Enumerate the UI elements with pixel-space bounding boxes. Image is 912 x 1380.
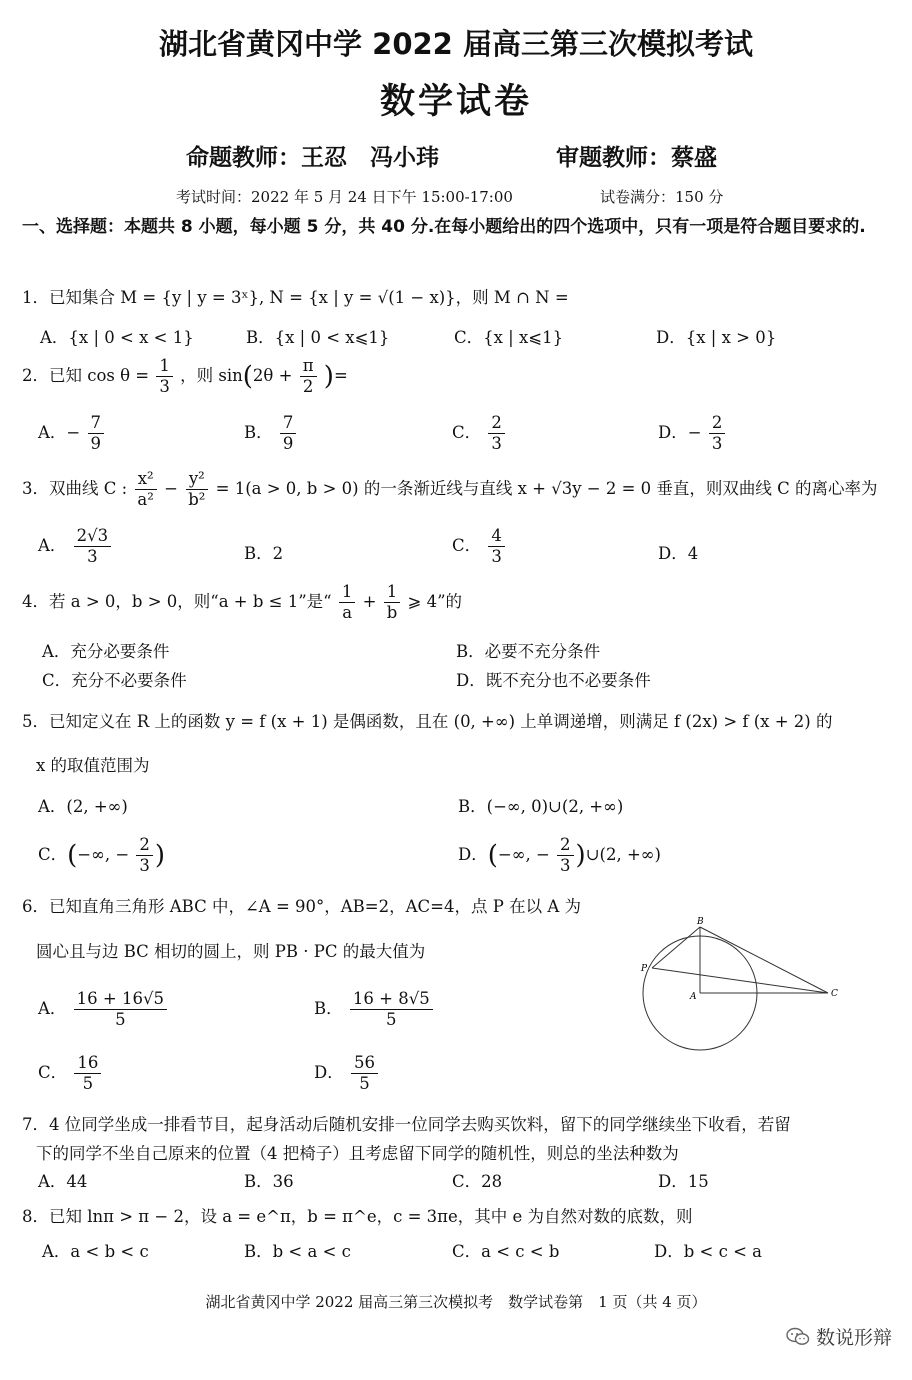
q6-stem-line1: 6．已知直角三角形 ABC 中，∠A = 90°，AB=2，AC=4，点 P 在以 A 为 — [22, 897, 581, 916]
wechat-icon — [786, 1327, 810, 1347]
q4-option-b: B．必要不充分条件 — [456, 642, 601, 661]
q2-option-b: B． $\frac{7}{9}$ — [244, 414, 298, 453]
exam-time: 考试时间：2022 年 5 月 24 日下午 15:00-17:00 — [176, 188, 513, 206]
q7-option-a: A．44 — [38, 1172, 88, 1191]
q3-option-b: B．2 — [244, 544, 284, 563]
label-c: C — [831, 989, 838, 999]
q5-option-d: D．(−∞, − $\frac{2}{3}$ )∪(2, +∞) — [458, 835, 661, 876]
author-line: 命题教师：王忍 冯小玮 — [186, 145, 439, 171]
q7-stem-line2: 下的同学不坐自己原来的位置（4 把椅子）且考虑留下同学的随机性，则总的坐法种数为 — [36, 1144, 679, 1163]
q3-option-c: C． $\frac{4}{3}$ — [452, 527, 507, 566]
q5-option-c: C．(−∞, − $\frac{2}{3}$ ) — [38, 835, 166, 876]
q6-geometry-figure — [630, 915, 850, 1075]
q4-option-d: D．既不充分也不必要条件 — [456, 671, 651, 690]
q4-option-a: A．充分必要条件 — [42, 642, 170, 661]
label-p: P — [641, 964, 648, 974]
q8-stem: 8．已知 lnπ > π − 2，设 a = e^π，b = π^e，c = 3πe，其中 e 为自然对数的底数，则 — [22, 1207, 693, 1226]
q6-stem-line2: 圆心且与边 BC 相切的圆上，则 PB · PC 的最大值为 — [36, 942, 426, 961]
q2-option-a: A．− $\frac{7}{9}$ — [38, 414, 106, 453]
q6-option-a: A． $\frac{16 + 16√5}{5}$ — [38, 990, 169, 1029]
q1-option-a: A．{x | 0 < x < 1} — [40, 328, 194, 347]
q7-stem-line1: 7．4 位同学坐成一排看节目，起身活动后随机安排一位同学去购买饮料，留下的同学继续坐下收看，若留 — [22, 1115, 791, 1134]
q6-option-d: D． $\frac{56}{5}$ — [314, 1054, 380, 1093]
subject-title: 数学试卷 — [379, 82, 532, 122]
q5-stem-line2: x 的取值范围为 — [36, 756, 150, 775]
q6-option-c: C． $\frac{16}{5}$ — [38, 1054, 103, 1093]
q2-option-d: D．− $\frac{2}{3}$ — [658, 414, 727, 453]
q3-stem: 3．双曲线 C : $\frac{\text{x²}}{\text{a²}}$ − $\frac{\text{y²}}{\text{b²}}$ = 1(a > 0, b > 0) 的一条渐近线与直线 x + √3y − 2 = 0 垂直，则双曲线 C 的离心率为 — [22, 469, 878, 510]
q7-option-b: B．36 — [244, 1172, 294, 1191]
q5-option-a: A．(2, +∞) — [38, 797, 128, 816]
q2-fraction: $\frac{1}{3}$ — [156, 357, 173, 396]
watermark-text: 数说形辩 — [816, 1327, 893, 1349]
full-score: 试卷满分：150 分 — [600, 188, 724, 206]
q2-stem: 2．已知 cos θ = $\frac{1}{3}$ ，则 sin(2θ + $\frac{\pi}{2}$ )= — [22, 356, 348, 397]
q5-option-b: B．(−∞, 0)∪(2, +∞) — [458, 797, 624, 816]
segment-bc — [700, 927, 828, 993]
q8-option-a: A．a < b < c — [42, 1242, 149, 1261]
reviewer-line: 审题教师：蔡盛 — [556, 145, 717, 171]
q1-option-b: B．{x | 0 < x⩽1} — [246, 328, 390, 347]
q1-option-c: C．{x | x⩽1} — [454, 328, 564, 347]
q7-option-c: C．28 — [452, 1172, 503, 1191]
segment-pb — [652, 927, 700, 968]
segment-pc — [652, 968, 828, 993]
q1-stem: 1．已知集合 M = {y | y = 3ˣ}, N = {x | y = √(1 − x)}，则 M ∩ N = — [22, 288, 569, 307]
section-heading: 一、选择题：本题共 8 小题，每小题 5 分，共 40 分.在每小题给出的四个选项中，只有一项是符合题目要求的. — [22, 217, 866, 237]
label-a: A — [690, 992, 697, 1002]
q6-option-b: B． $\frac{16 + 8√5}{5}$ — [314, 990, 435, 1029]
q7-option-d: D．15 — [658, 1172, 709, 1191]
page-footer: 湖北省黄冈中学 2022 届高三第三次模拟考 数学试卷第 1 页（共 4 页） — [205, 1293, 707, 1311]
q3-option-d: D．4 — [658, 544, 699, 563]
q2-pi-fraction: $\frac{\pi}{2}$ — [300, 357, 317, 396]
q4-option-c: C．充分不必要条件 — [42, 671, 187, 690]
label-b: B — [697, 917, 704, 927]
q4-stem: 4．若 a > 0，b > 0，则“a + b ≤ 1”是“ $\frac{1}{a}$ + $\frac{1}{b}$ ⩾ 4”的 — [22, 582, 463, 623]
q8-option-b: B．b < a < c — [244, 1242, 351, 1261]
q3-option-a: A． $\frac{2√3}{3}$ — [38, 527, 113, 566]
q5-stem-line1: 5．已知定义在 R 上的函数 y = f (x + 1) 是偶函数，且在 (0, +∞) 上单调递增，则满足 f (2x) > f (x + 2) 的 — [22, 712, 833, 731]
q2-option-c: C． $\frac{2}{3}$ — [452, 414, 507, 453]
watermark — [786, 1323, 892, 1350]
q8-option-c: C．a < c < b — [452, 1242, 560, 1261]
exam-title: 湖北省黄冈中学 2022 届高三第三次模拟考试 — [159, 27, 753, 61]
q1-option-d: D．{x | x > 0} — [656, 328, 777, 347]
q8-option-d: D．b < c < a — [654, 1242, 762, 1261]
